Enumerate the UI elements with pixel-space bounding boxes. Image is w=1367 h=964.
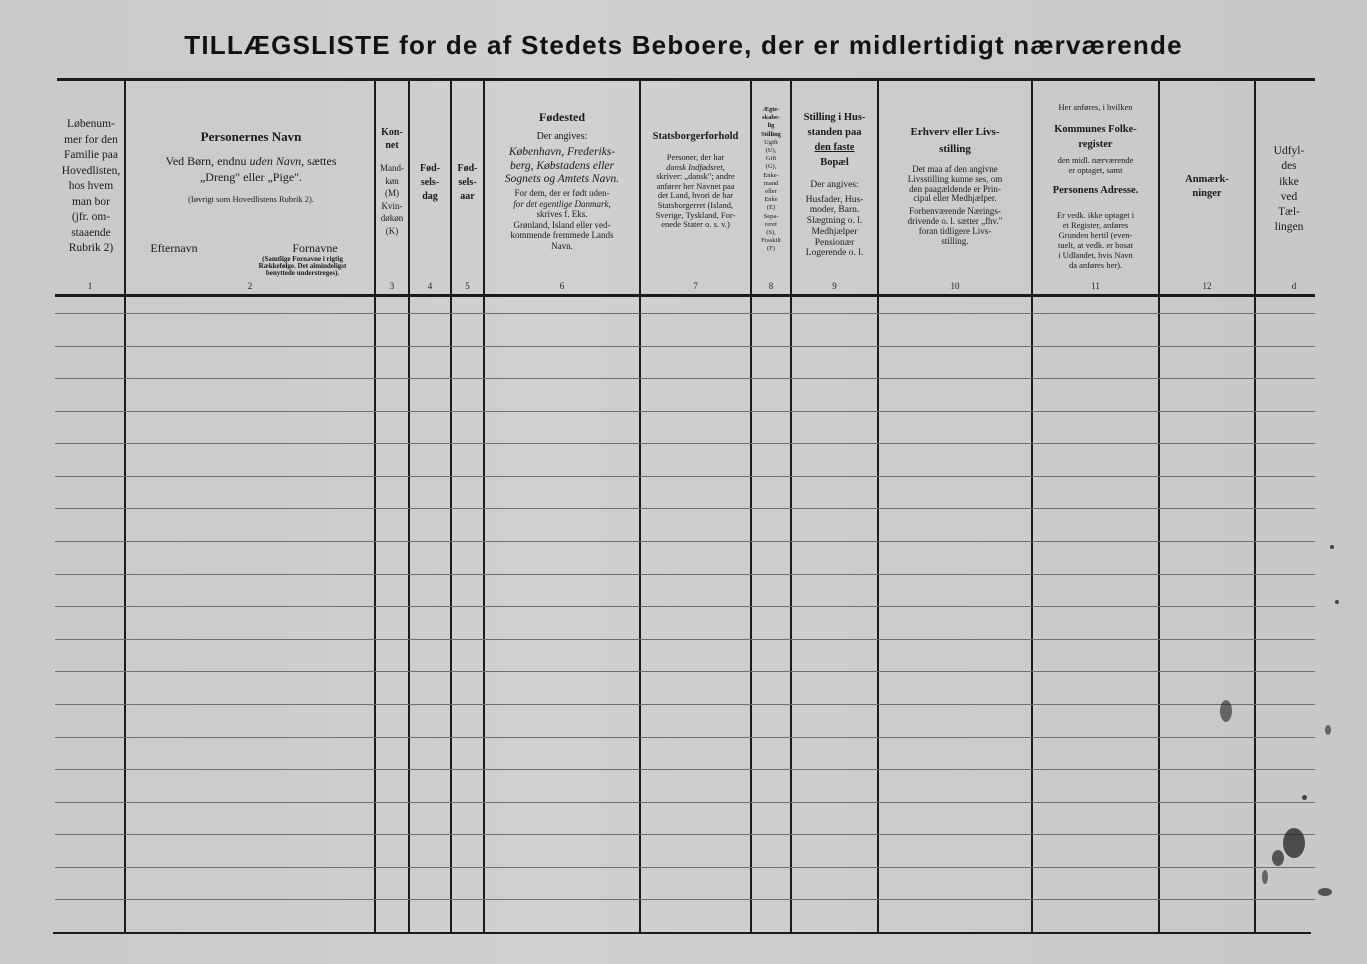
col3-subline: Kvin- (381, 200, 403, 211)
col8-line: (U), (765, 147, 777, 155)
col-number: 6 (559, 281, 565, 291)
header-bottom-rule (55, 294, 1315, 297)
row-line (55, 606, 1315, 607)
col1-line: Løbenum- (67, 118, 115, 130)
col10-line: drivende o. l. sætter „fhv." (907, 215, 1003, 226)
col8-line: eller (765, 188, 777, 196)
col12-heading (1160, 173, 1254, 201)
col2-text: Ved Børn, endnu uden Navn, sættes (165, 154, 337, 168)
col2-line1 (128, 156, 374, 167)
row-line (55, 476, 1315, 477)
row-line (55, 508, 1315, 509)
col4-heading (410, 162, 450, 204)
col7-line: Personer, der har (666, 152, 725, 162)
col2-note-line: Rækkefølge. Det almindeligst (258, 262, 347, 270)
col8-line: Enke (764, 196, 778, 204)
col4-line: Fød- (420, 163, 440, 174)
row-line (55, 769, 1315, 770)
col-divider (1158, 80, 1160, 932)
col7-lines (641, 153, 750, 230)
col9-head-line: Bopæl (820, 157, 849, 168)
col11-top: Her anføres, i hvilken (1058, 102, 1133, 112)
col1-header (56, 117, 126, 257)
col3-subline: (M) (385, 188, 399, 198)
col11-mid-line: den midl. nærværende (1057, 155, 1134, 165)
row-line (55, 313, 1315, 314)
col6-line: Sognets og Amtets Navn. (504, 173, 620, 185)
col6-line: berg, Købstadens eller (509, 159, 615, 172)
col11-line: et Register, anføres (1062, 220, 1129, 230)
col9-line: Husfader, Hus- (805, 194, 864, 205)
col2-firstname-note (240, 256, 365, 277)
col9-line: Medhjælper (811, 226, 858, 237)
col10-head-line: stilling (939, 143, 971, 155)
col-number: 3 (389, 281, 395, 291)
col5-line: sels- (458, 177, 477, 188)
row-line (55, 899, 1315, 900)
col6-line: kommende fremmede Lands (510, 230, 614, 240)
col11-line: Er vedk. ikke optaget i (1056, 210, 1135, 220)
col8-line: Ugift (764, 138, 778, 146)
row-line (55, 378, 1315, 379)
col3-line: Kon- (381, 127, 403, 138)
col11-head-line: register (1078, 139, 1113, 150)
col7-line: Sverige, Tyskland, For- (655, 209, 736, 220)
ink-stain (1318, 888, 1332, 896)
col11-line: Grunden hertil (even- (1058, 230, 1133, 240)
col3-line: net (385, 140, 399, 151)
col6-places (485, 146, 639, 187)
col6-line: Grønland, Island eller ved- (513, 219, 611, 230)
col11-mid (1033, 155, 1158, 175)
ink-stain (1283, 828, 1305, 858)
col-divider (450, 80, 452, 932)
col7-line: dansk Indfødsret, (666, 161, 725, 172)
row-line (55, 346, 1315, 347)
col6-notes (485, 188, 639, 251)
ink-stain (1262, 870, 1268, 884)
row-line (55, 704, 1315, 705)
col1-line: mer for den (64, 133, 118, 146)
col9-line: Logerende o. l. (805, 248, 864, 259)
ink-stain (1220, 700, 1232, 722)
col11-lines (1033, 210, 1158, 270)
col10-line: den paagældende er Prin- (909, 183, 1001, 194)
col10-line: Livsstilling kunne ses, om (907, 173, 1003, 184)
col8-line: (F) (767, 245, 775, 253)
col10-line: cipal eller Medhjælper. (913, 193, 997, 204)
col6-line: skrives f. Eks. (536, 209, 588, 219)
col3-subline: køn (385, 175, 399, 186)
col3-subline: døkøn (380, 213, 404, 223)
col11-heading (1033, 122, 1158, 152)
col-number: 9 (832, 281, 837, 291)
row-line (55, 737, 1315, 738)
col9-line: Pensionær (814, 237, 855, 248)
col2-firstname: Fornavne (292, 241, 338, 255)
col8-line: (S), (766, 229, 776, 237)
bottom-rule (53, 932, 1311, 934)
col10-head-line: Erhverv eller Livs- (910, 126, 1000, 138)
ink-stain (1335, 600, 1339, 604)
col11-mid-line: er optaget, samt (1068, 165, 1123, 175)
col8-line: (E) (766, 204, 776, 212)
col7-heading: Statsborgerforhold (652, 131, 739, 142)
col1-line: man bor (71, 195, 110, 208)
col6-line: København, Frederiks- (508, 146, 616, 158)
col-divider (408, 80, 410, 932)
col3-subline: Mand- (380, 163, 404, 173)
col8-line: skabe- (761, 114, 781, 122)
col9-line: Der angives: (810, 180, 859, 190)
col9-line: Slægtning o. l. (806, 216, 863, 227)
col2-line2: „Dreng" eller „Pige". (199, 170, 303, 184)
col6-line: for det egentlige Danmark, (513, 198, 611, 209)
col2-note-line: benyttede understreges). (265, 269, 340, 277)
col-number: 4 (427, 281, 433, 291)
cold-line: Udfyl- (1273, 145, 1305, 157)
col10-line: stilling. (941, 235, 969, 246)
cold-line: des (1281, 160, 1297, 173)
col8-line: Ægte- (762, 106, 780, 113)
col-number: 10 (950, 281, 960, 291)
col2-note: (Iøvrigt som Hovedlistens Rubrik 2). (188, 194, 314, 204)
col6-sub: Der angives: (536, 131, 588, 142)
col1-line: Hovedlisten, (61, 164, 121, 177)
col1-line: (jfr. om- (71, 211, 111, 223)
col6-line: Navn. (551, 240, 573, 251)
cold-line: Tæl- (1278, 206, 1300, 219)
col-number: 5 (465, 281, 470, 291)
row-line (55, 867, 1315, 868)
col8-line: (G), (765, 163, 777, 171)
col-divider (1031, 80, 1033, 932)
col11-heading2: Personens Adresse. (1052, 185, 1139, 196)
col8-line: Gift (765, 155, 777, 163)
col9-heading (792, 110, 877, 170)
form-title: TILLÆGSLISTE for de af Stedets Beboere, der er midlertidigt nærværende (184, 30, 1183, 60)
col10-heading (879, 124, 1031, 158)
col11-line: i Udlandet, hvis Navn (1058, 250, 1133, 260)
col10-line: foran tidligere Livs- (918, 225, 992, 236)
col1-line: Familie paa (64, 149, 118, 161)
col9-lines (792, 180, 877, 259)
ink-stain (1330, 545, 1334, 549)
col9-line: moder, Barn. (809, 205, 860, 216)
col5-line: aar (460, 191, 475, 202)
col1-line: staaende (71, 226, 111, 239)
col5-heading (452, 162, 483, 204)
row-line (55, 541, 1315, 542)
cold-line: lingen (1274, 221, 1304, 234)
col9-head-line: Stilling i Hus- (803, 112, 866, 123)
col3-subline: (K) (385, 225, 399, 236)
col11-head-line: Kommunes Folke- (1054, 124, 1137, 135)
ink-stain (1325, 725, 1331, 735)
col7-line: anfører her Navnet paa (656, 180, 735, 191)
col-number: 1 (87, 281, 93, 291)
col11-line: da anføres her). (1068, 260, 1123, 270)
col8-line: Sepa- (763, 212, 779, 220)
row-line (55, 802, 1315, 803)
cold-heading (1256, 144, 1322, 236)
col8-line: mand (763, 179, 779, 187)
col8-line: reret (765, 220, 777, 228)
col-number: 11 (1091, 281, 1100, 291)
col4-line: dag (422, 191, 438, 202)
col8-line: lig (767, 122, 775, 130)
row-line (55, 443, 1315, 444)
col2-note-line: (Samtlige Fornavne i rigtig (262, 255, 343, 263)
col9-head-line: den faste (814, 142, 855, 153)
col1-line: Rubrik 2) (68, 242, 114, 254)
col4-line: sels- (420, 177, 440, 188)
row-line (55, 671, 1315, 672)
col-number: d (1291, 281, 1297, 291)
row-line (55, 411, 1315, 412)
col8-line: Stilling (761, 130, 781, 138)
col7-line: det Land, hvori de har (657, 190, 734, 201)
col8-line: Fraskilt (761, 237, 781, 245)
col3-heading (376, 126, 408, 152)
col6-heading: Fødested (539, 110, 585, 124)
col-number: 8 (768, 281, 774, 291)
col6-line: For dem, der er født uden- (514, 188, 610, 198)
cold-line: ikke (1279, 175, 1299, 188)
col7-line: Statsborgerret (Island, (657, 199, 734, 210)
col11-line: tuelt, at vedk. er bosat (1057, 240, 1134, 250)
col3-sub (376, 162, 408, 237)
cold-line: ved (1280, 190, 1298, 203)
col7-line: skriver: „dansk"; andre (656, 171, 735, 182)
col-number: 7 (693, 281, 698, 291)
col10-line: Forhenværende Nærings- (909, 206, 1001, 217)
col12-line: Anmærk- (1185, 174, 1229, 185)
row-line (55, 639, 1315, 640)
row-line (55, 834, 1315, 835)
col10-line: Det maa af den angivne (912, 164, 998, 174)
col8-line: Enke- (763, 171, 779, 179)
col1-line: hos hvem (68, 180, 114, 192)
col-number: 12 (1202, 281, 1212, 291)
col5-line: Fød- (457, 163, 478, 174)
ink-stain (1302, 795, 1307, 800)
col-number: 2 (247, 281, 253, 291)
col10-lines (879, 165, 1031, 246)
col8-header (752, 106, 790, 254)
col2-surname: Efternavn (150, 241, 198, 255)
col12-line: ninger (1192, 188, 1222, 199)
top-rule (57, 78, 1315, 81)
col9-head-line: standen paa (807, 127, 862, 138)
col2-heading: Personernes Navn (200, 129, 302, 144)
row-line (55, 574, 1315, 575)
col7-line: enede Stater o. s. v.) (661, 219, 730, 230)
ink-stain (1272, 850, 1284, 866)
